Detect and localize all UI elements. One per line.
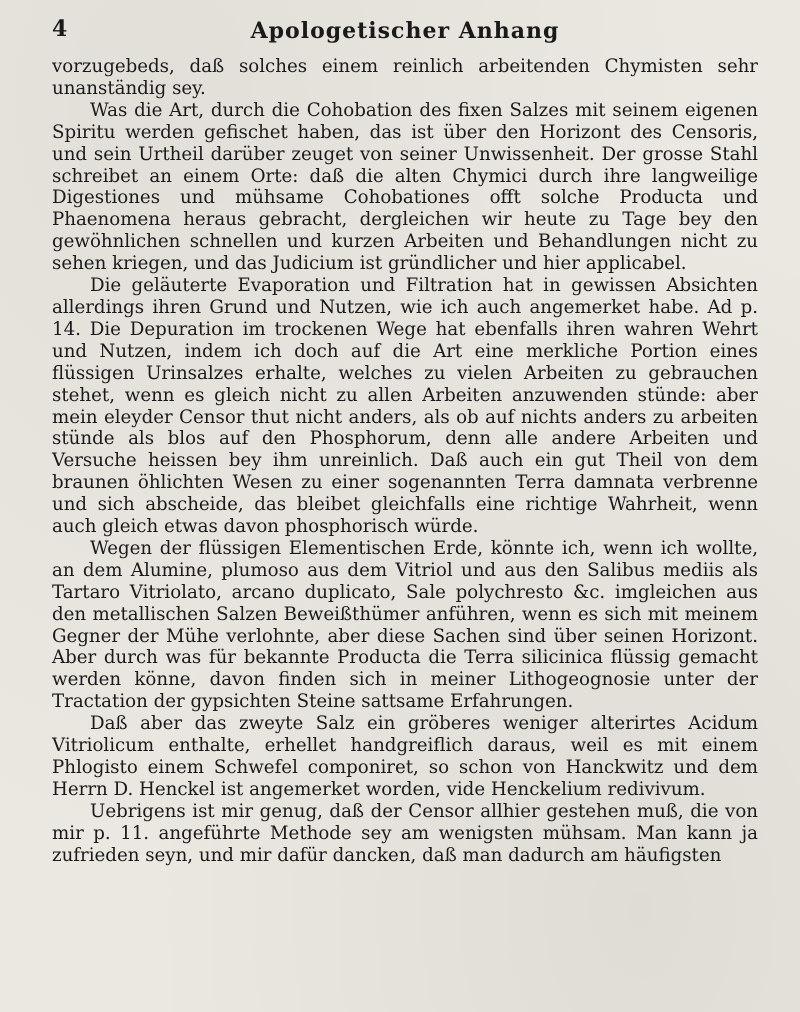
paragraph: Was die Art, durch die Cohobation des fixen Salzes mit seinem eigenen Spiritu werden gefischet haben, das ist über den Horizont des Censoris, und sein Urtheil darüber zeuget von seiner Unwissenheit. Der grosse Stahl schreibet an einem Orte: daß die alten Chymici durch ihre langweilige Digestiones und mühsame Cohobationes offt solche Producta und Phaenomena heraus gebracht, dergleichen wir heute zu Tage bey den gewöhnlichen schnellen und kurzen Arbeiten und Behandlungen nicht zu sehen kriegen, und das Judicium ist gründlicher und hier applicabel. [52,99,758,275]
paragraph: Wegen der flüssigen Elementischen Erde, könnte ich, wenn ich wollte, an dem Alumine, plumoso aus dem Vitriol und aus den Salibus mediis als Tartaro Vitriolato, arcano duplicato, Sale polychresto &c. imgleichen aus den metallischen Salzen Beweißthümer anführen, wenn es sich mit meinem Gegner der Mühe verlohnte, aber diese Sachen sind über seinen Horizont. Aber durch was für bekannte Producta die Terra silicinica flüssig gemacht werden könne, davon finden sich in meiner Lithogeognosie unter der Tractation der gypsichten Steine sattsame Erfahrungen. [52,537,758,713]
page-number: 4 [52,16,68,42]
paragraph: vorzugebeds, daß solches einem reinlich arbeitenden Chymisten sehr unanständig sey. [52,56,758,99]
running-title: Apologetischer Anhang [250,18,560,44]
body-text [52,56,758,867]
paragraph: Uebrigens ist mir genug, daß der Censor allhier gestehen muß, die von mir p. 11. angeführte Methode sey am wenigsten mühsam. Man kann ja zufrieden seyn, und mir dafür dancken, daß man dadurch am häufigsten [52,800,758,866]
page-header [52,14,758,48]
paragraph: Die geläuterte Evaporation und Filtration hat in gewissen Absichten allerdings ihren Grund und Nutzen, wie ich auch angemerket habe. Ad p. 14. Die Depuration im trockenen Wege hat ebenfalls ihren wahren Wehrt und Nutzen, indem ich doch auf die Art eine merkliche Portion eines flüssigen Urinsalzes erhalte, welches zu vielen Arbeiten zu gebrauchen stehet, wenn es gleich nicht zu allen Arbeiten anzuwenden stünde: aber mein eleyder Censor thut nicht anders, als ob auf nichts anders zu arbeiten stünde als blos auf den Phosphorum, denn alle andere Arbeiten und Versuche heissen bey ihm unreinlich. Daß auch ein gut Theil von dem braunen öhlichten Wesen zu einer sogenannten Terra damnata verbrenne und sich abscheide, das bleibet gleichfalls eine richtige Wahrheit, wenn auch gleich etwas davon phosphorisch würde. [52,275,758,538]
paragraph: Daß aber das zweyte Salz ein gröberes weniger alterirtes Acidum Vitriolicum enthalte, erhellet handgreiflich daraus, weil es mit einem Phlogisto einem Schwefel componiret, so schon von Hanckwitz und dem Herrn D. Henckel ist angemerket worden, vide Henckelium redivivum. [52,713,758,800]
